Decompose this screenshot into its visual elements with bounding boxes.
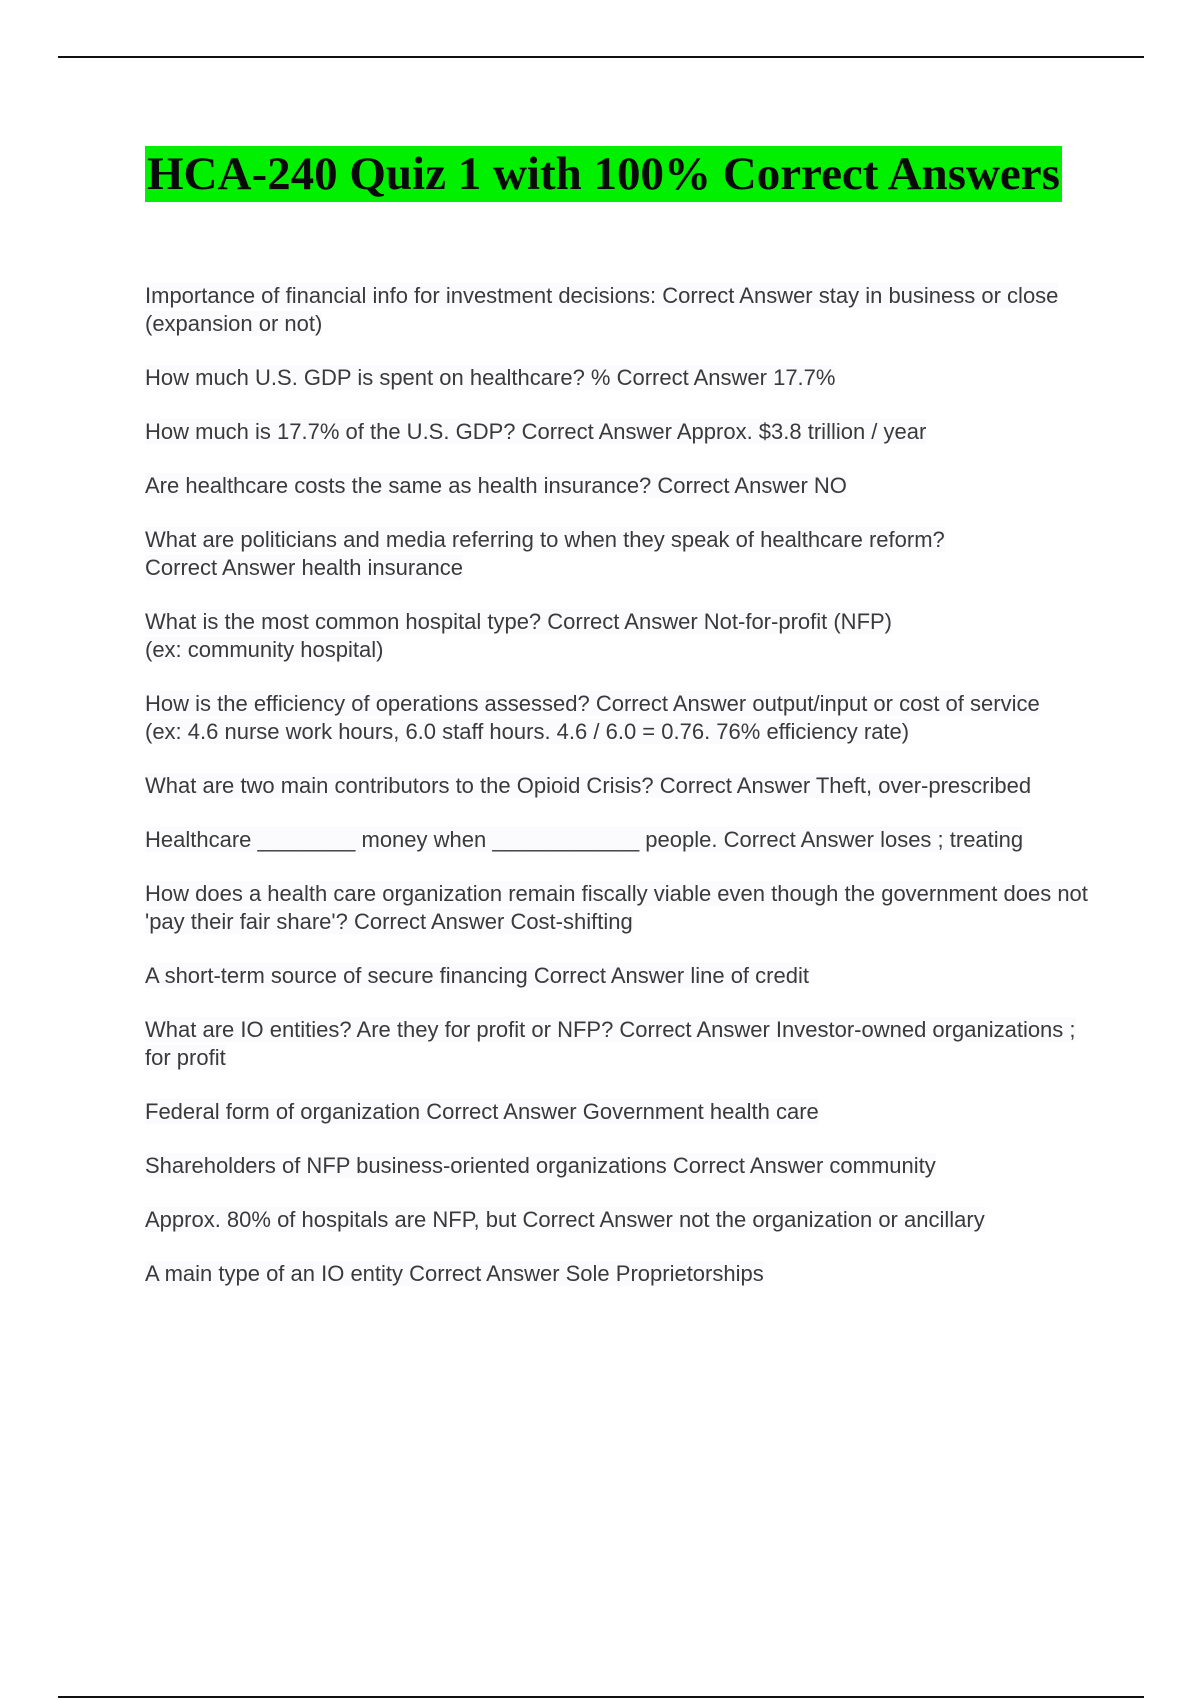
qa-text: Are healthcare costs the same as health insurance? Correct Answer NO [145, 473, 847, 498]
qa-text: Healthcare ________ money when ____________ people. Correct Answer loses ; treating [145, 827, 1024, 852]
qa-text: What is the most common hospital type? Correct Answer Not-for-profit (NFP) (ex: community hospital) [145, 609, 893, 662]
qa-item [145, 880, 1095, 936]
qa-item [145, 1206, 1095, 1234]
qa-item [145, 364, 1095, 392]
qa-item [145, 1098, 1095, 1126]
qa-item [145, 1016, 1095, 1072]
qa-text: How does a health care organization remain fiscally viable even though the government does not 'pay their fair share'? Correct Answer Cost-shifting [145, 881, 1088, 934]
qa-item [145, 608, 1095, 664]
qa-item [145, 772, 1095, 800]
qa-text: Federal form of organization Correct Answer Government health care [145, 1099, 819, 1124]
qa-text: How much is 17.7% of the U.S. GDP? Correct Answer Approx. $3.8 trillion / year [145, 419, 927, 444]
qa-item [145, 1260, 1095, 1288]
qa-item [145, 418, 1095, 446]
document-body [145, 146, 1095, 1314]
document-title: HCA-240 Quiz 1 with 100% Correct Answers [147, 148, 1060, 200]
qa-text: What are two main contributors to the Opioid Crisis? Correct Answer Theft, over-prescribed [145, 773, 1032, 798]
bottom-divider [58, 1696, 1144, 1698]
qa-item [145, 690, 1095, 746]
qa-text: A short-term source of secure financing Correct Answer line of credit [145, 963, 809, 988]
qa-item [145, 1152, 1095, 1180]
qa-text: What are IO entities? Are they for profit or NFP? Correct Answer Investor-owned organizations ; for profit [145, 1017, 1076, 1070]
qa-text: Shareholders of NFP business-oriented organizations Correct Answer community [145, 1153, 936, 1178]
qa-item [145, 282, 1095, 338]
top-divider [58, 56, 1144, 58]
qa-list [145, 282, 1095, 1288]
qa-item [145, 472, 1095, 500]
qa-text: Importance of financial info for investment decisions: Correct Answer stay in business or close (expansion or not) [145, 283, 1059, 336]
qa-text: How is the efficiency of operations assessed? Correct Answer output/input or cost of service (ex: 4.6 nurse work hours, 6.0 staff hours. 4.6 / 6.0 = 0.76. 76% efficiency rate) [145, 691, 1040, 744]
qa-text: Approx. 80% of hospitals are NFP, but Correct Answer not the organization or ancillary [145, 1207, 985, 1232]
qa-text: How much U.S. GDP is spent on healthcare? % Correct Answer 17.7% [145, 365, 836, 390]
qa-item [145, 962, 1095, 990]
qa-item [145, 826, 1095, 854]
qa-text: A main type of an IO entity Correct Answer Sole Proprietorships [145, 1261, 764, 1286]
qa-text: What are politicians and media referring to when they speak of healthcare reform? Correct Answer health insurance [145, 527, 945, 580]
qa-item [145, 526, 1095, 582]
